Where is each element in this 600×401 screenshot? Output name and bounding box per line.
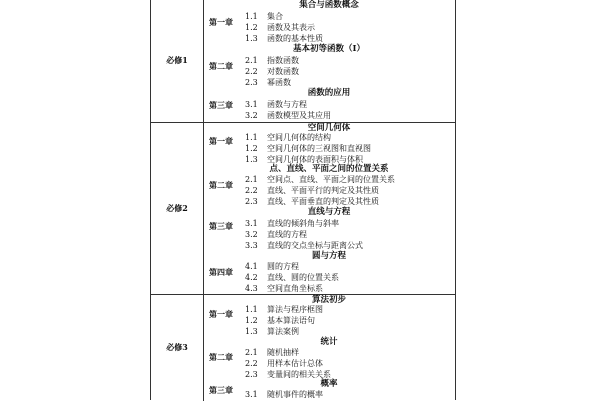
- section-number: 2.3: [245, 197, 258, 206]
- section-text: 函数及其表示: [267, 23, 315, 32]
- chapter-label: 第二章: [209, 352, 233, 362]
- module-name: 必修3: [166, 342, 188, 352]
- module-block-1: [151, 0, 455, 122]
- section-item: [245, 261, 450, 272]
- section-text: 算法案例: [267, 327, 299, 336]
- chapter-label: 第一章: [209, 309, 233, 319]
- section-text: 指数函数: [267, 56, 299, 65]
- chapter-title: 算法初步: [311, 295, 346, 305]
- column-divider: [203, 123, 204, 295]
- section-text: 算法与程序框图: [267, 305, 323, 314]
- section-text: 圆的方程: [267, 262, 299, 271]
- section-item: [245, 358, 450, 369]
- section-item: [245, 66, 450, 77]
- chapter-label: 第四章: [209, 267, 233, 277]
- section-item: [245, 110, 450, 121]
- chapter-label: 第三章: [209, 100, 233, 110]
- section-item: [245, 55, 450, 66]
- section-number: 1.1: [245, 12, 258, 21]
- section-number: 1.1: [245, 133, 258, 142]
- section-item: [245, 283, 450, 294]
- section-number: 2.3: [245, 370, 258, 379]
- section-number: 2.2: [245, 186, 258, 195]
- section-number: 1.1: [245, 305, 258, 314]
- chapter-title: 基本初等函数（Ⅰ）: [293, 44, 365, 54]
- module-block-2: [151, 122, 455, 295]
- section-text: 函数的基本性质: [267, 34, 323, 43]
- section-number: 1.3: [245, 34, 258, 43]
- section-number: 2.2: [245, 67, 258, 76]
- section-number: 1.3: [245, 327, 258, 336]
- chapter-title: 空间几何体: [307, 123, 351, 133]
- section-number: 1.2: [245, 23, 258, 32]
- module-block-3: [151, 294, 455, 401]
- section-text: 随机抽样: [267, 348, 299, 357]
- section-item: [245, 196, 450, 207]
- chapter-title: 点、直线、平面之间的位置关系: [269, 164, 389, 174]
- section-text: 幂函数: [267, 78, 291, 87]
- chapter-label: 第三章: [209, 385, 233, 395]
- section-text: 随机事件的概率: [267, 390, 323, 399]
- section-number: 3.1: [245, 390, 258, 399]
- section-number: 2.3: [245, 78, 258, 87]
- section-number: 2.1: [245, 175, 258, 184]
- section-item: [245, 174, 450, 185]
- section-text: 直线、平面平行的判定及其性质: [267, 186, 379, 195]
- module-name: 必修2: [166, 203, 188, 213]
- chapter-label: 第二章: [209, 180, 233, 190]
- section-number: 3.1: [245, 219, 258, 228]
- section-text: 集合: [267, 12, 283, 21]
- section-item: [245, 347, 450, 358]
- section-item: [245, 22, 450, 33]
- column-divider: [203, 0, 204, 122]
- section-item: [245, 304, 450, 315]
- section-number: 3.2: [245, 111, 258, 120]
- section-text: 函数模型及其应用: [267, 111, 331, 120]
- section-text: 用样本估计总体: [267, 359, 323, 368]
- section-text: 直线的交点坐标与距离公式: [267, 241, 363, 250]
- section-number: 2.1: [245, 56, 258, 65]
- section-item: [245, 240, 450, 251]
- chapter-title: 集合与函数概念: [299, 0, 359, 10]
- section-item: [245, 77, 450, 88]
- chapter-title: 函数的应用: [307, 88, 351, 98]
- chapter-label: 第一章: [209, 136, 233, 146]
- section-text: 直线、圆的位置关系: [267, 273, 339, 282]
- section-item: [245, 132, 450, 143]
- section-text: 变量间的相关关系: [267, 370, 331, 379]
- section-item: [245, 99, 450, 110]
- section-text: 空间几何体的表面积与体积: [267, 155, 363, 164]
- section-text: 直线的倾斜角与斜率: [267, 219, 339, 228]
- chapter-label: 第二章: [209, 61, 233, 71]
- section-item: [245, 33, 450, 44]
- chapter-title: 统计: [320, 337, 338, 347]
- section-text: 空间几何体的三视图和直视图: [267, 144, 371, 153]
- section-text: 基本算法语句: [267, 316, 315, 325]
- section-number: 3.3: [245, 241, 258, 250]
- section-text: 函数与方程: [267, 100, 307, 109]
- section-item: [245, 229, 450, 240]
- section-item: [245, 11, 450, 22]
- section-item: [245, 218, 450, 229]
- section-text: 空间几何体的结构: [267, 133, 331, 142]
- syllabus-table: [150, 0, 456, 400]
- column-divider: [203, 295, 204, 401]
- chapter-title: 概率: [320, 379, 338, 389]
- section-number: 1.3: [245, 155, 258, 164]
- section-item: [245, 315, 450, 326]
- chapter-title: 圆与方程: [311, 251, 346, 261]
- section-text: 直线、平面垂直的判定及其性质: [267, 197, 379, 206]
- section-number: 4.1: [245, 262, 258, 271]
- section-item: [245, 326, 450, 337]
- section-text: 对数函数: [267, 67, 299, 76]
- section-number: 2.1: [245, 348, 258, 357]
- section-number: 4.2: [245, 273, 258, 282]
- section-item: [245, 185, 450, 196]
- section-number: 4.3: [245, 284, 258, 293]
- section-number: 1.2: [245, 144, 258, 153]
- section-number: 2.2: [245, 359, 258, 368]
- chapter-title: 直线与方程: [307, 207, 351, 217]
- section-number: 3.1: [245, 100, 258, 109]
- chapter-label: 第一章: [209, 17, 233, 27]
- section-number: 1.2: [245, 316, 258, 325]
- section-number: 3.2: [245, 230, 258, 239]
- section-text: 空间点、直线、平面之间的位置关系: [267, 175, 395, 184]
- section-item: [245, 143, 450, 154]
- section-text: 空间直角坐标系: [267, 284, 323, 293]
- section-text: 直线的方程: [267, 230, 307, 239]
- chapter-label: 第三章: [209, 221, 233, 231]
- section-item: [245, 272, 450, 283]
- section-item: [245, 389, 450, 400]
- module-name: 必修1: [166, 55, 188, 65]
